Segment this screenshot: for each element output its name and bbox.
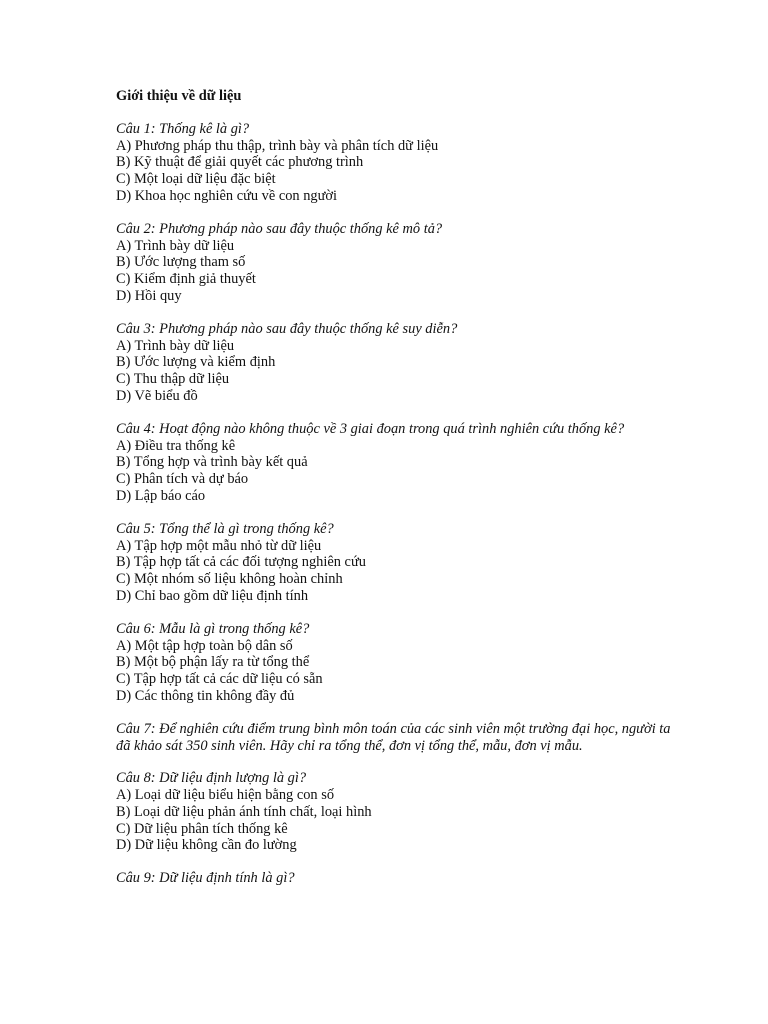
answer-option-b: B) Ước lượng và kiểm định	[116, 354, 276, 371]
question-block-3	[116, 321, 676, 405]
answer-option-c: C) Thu thập dữ liệu	[116, 371, 230, 388]
question-text: Câu 3: Phương pháp nào sau đây thuộc thống kê suy diễn?	[116, 320, 458, 337]
answer-option-a: A) Phương pháp thu thập, trình bày và phân tích dữ liệu	[116, 137, 439, 154]
answer-option-a: A) Loại dữ liệu biểu hiện bằng con số	[116, 787, 335, 804]
answer-option-b: B) Tổng hợp và trình bày kết quả	[116, 454, 308, 471]
answer-option-b: B) Một bộ phận lấy ra từ tổng thể	[116, 654, 310, 671]
question-text: Câu 1: Thống kê là gì?	[116, 120, 250, 137]
question-text: Câu 6: Mẫu là gì trong thống kê?	[116, 620, 310, 637]
answer-option-c: C) Kiểm định giả thuyết	[116, 271, 256, 288]
answer-option-b: B) Kỹ thuật để giải quyết các phương trình	[116, 154, 364, 171]
answer-option-a: A) Trình bày dữ liệu	[116, 237, 235, 254]
question-block-5	[116, 521, 676, 605]
question-text: Câu 4: Hoạt động nào không thuộc về 3 giai đoạn trong quá trình nghiên cứu thống kê?	[116, 420, 625, 437]
document-title: Giới thiệu về dữ liệu	[116, 88, 242, 104]
question-block-7	[116, 721, 676, 755]
answer-option-a: A) Trình bày dữ liệu	[116, 337, 235, 354]
question-block-6	[116, 621, 676, 705]
answer-option-c: C) Một nhóm số liệu không hoàn chỉnh	[116, 571, 343, 588]
answer-option-b: B) Ước lượng tham số	[116, 254, 246, 271]
answer-option-c: C) Tập hợp tất cả các dữ liệu có sẵn	[116, 671, 323, 688]
question-block-9	[116, 870, 676, 887]
question-block-8	[116, 770, 676, 854]
question-text: Câu 9: Dữ liệu định tính là gì?	[116, 870, 295, 887]
answer-option-d: D) Các thông tin không đầy đủ	[116, 687, 295, 704]
answer-option-b: B) Tập hợp tất cả các đối tượng nghiên cứu	[116, 554, 366, 571]
answer-option-a: A) Một tập hợp toàn bộ dân số	[116, 637, 293, 654]
answer-option-a: A) Điều tra thống kê	[116, 437, 236, 454]
answer-option-c: C) Phân tích và dự báo	[116, 471, 249, 488]
answer-option-d: D) Dữ liệu không cần đo lường	[116, 837, 297, 854]
question-text: Câu 5: Tổng thể là gì trong thống kê?	[116, 520, 334, 537]
answer-option-d: D) Chỉ bao gồm dữ liệu định tính	[116, 587, 309, 604]
answer-option-c: C) Dữ liệu phân tích thống kê	[116, 820, 288, 837]
question-block-2	[116, 221, 676, 305]
answer-option-b: B) Loại dữ liệu phản ánh tính chất, loại hình	[116, 803, 372, 820]
answer-option-a: A) Tập hợp một mẫu nhỏ từ dữ liệu	[116, 537, 322, 554]
question-block-4	[116, 421, 676, 505]
question-text: Câu 7: Để nghiên cứu điểm trung bình môn toán của các sinh viên một trường đại học, người ta đã khảo sát 350 sinh viên. Hãy chỉ ra tổng thể, đơn vị tổng thể, mẫu, đơn vị mẫu.	[116, 720, 671, 754]
question-block-1	[116, 121, 676, 205]
document-page	[116, 88, 676, 903]
question-text: Câu 2: Phương pháp nào sau đây thuộc thống kê mô tả?	[116, 220, 443, 237]
answer-option-d: D) Khoa học nghiên cứu về con người	[116, 187, 338, 204]
answer-option-d: D) Hồi quy	[116, 287, 182, 304]
answer-option-d: D) Vẽ biểu đồ	[116, 387, 198, 404]
answer-option-d: D) Lập báo cáo	[116, 487, 206, 504]
question-text: Câu 8: Dữ liệu định lượng là gì?	[116, 770, 307, 787]
answer-option-c: C) Một loại dữ liệu đặc biệt	[116, 171, 276, 188]
